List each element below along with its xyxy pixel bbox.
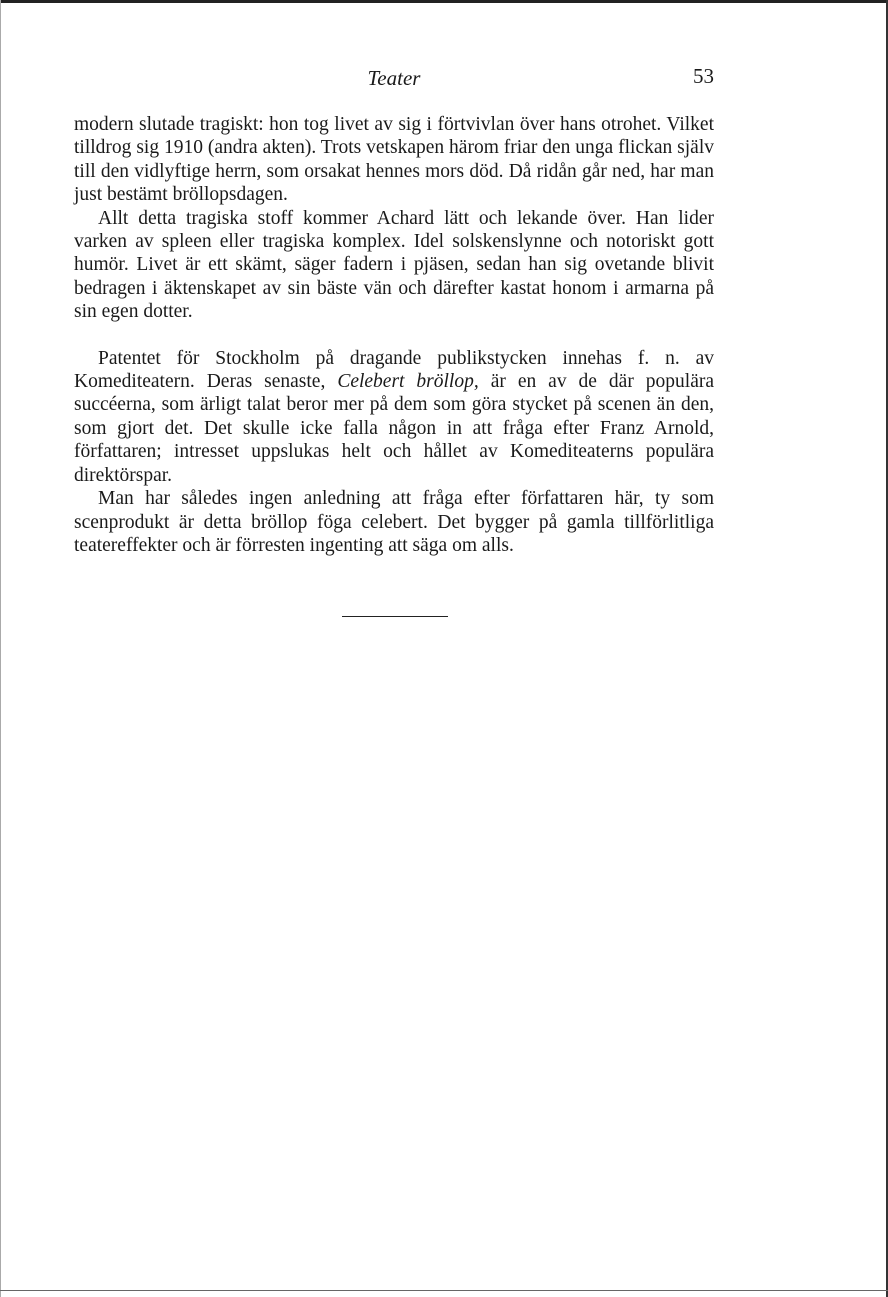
page-number: 53	[693, 64, 714, 88]
play-title: Celebert bröllop,	[337, 371, 479, 393]
paragraph-3-lead: av Komediteatern. Deras senaste,	[74, 347, 714, 393]
paragraph-2: Allt detta tragiska stoff kommer Achard lätt och lekande över. Han lider varken av spleen eller tragiska komplex. Idel solskenslynne och notoriskt gott humör. Livet är ett skämt, säger fadern i pjäsen, sedan han sig ovetande blivit bedragen i äktenskapet av sin bäste vän och därefter kastat honom i armarna på sin egen dotter.	[74, 207, 714, 323]
paragraph-3	[74, 347, 714, 487]
paragraph-4: Man har således ingen anledning att fråga efter författaren här, ty som scenprodukt är detta bröllop föga celebert. Det bygger på gamla tillförlitliga teatereffekter och är förresten ingenting att säga om alls.	[74, 488, 714, 556]
paragraph-3-start: Patentet för Stockholm på dragande publikstycken innehas f. n.	[98, 347, 680, 369]
paragraph-3-rest: är en av de där populära succéerna, som ärligt talat beror mer på dem som göra stycket på scenen än den, som gjort det. Det skulle icke falla någon in att fråga efter Franz Arnold, författaren; intresset uppslukas helt och hållet av Komediteaterns populära direktörspar.	[74, 371, 715, 486]
paragraph-1: modern slutade tragiskt: hon tog livet av sig i förtvivlan över hans otrohet. Vilket tilldrog sig 1910 (andra akten). Trots vetskapen härom friar den unga flickan själv till den vidlyftige herrn, som orsakat hennes mors död. Då ridån går ned, har man just bestämt bröllopsdagen.	[74, 114, 714, 206]
scan-border-left	[0, 0, 1, 1297]
scan-border-bottom	[0, 1290, 888, 1291]
running-title: Teater	[367, 66, 421, 90]
scan-border-top	[0, 0, 888, 3]
end-rule	[342, 616, 448, 617]
article-text	[74, 113, 714, 557]
running-head	[74, 64, 714, 92]
